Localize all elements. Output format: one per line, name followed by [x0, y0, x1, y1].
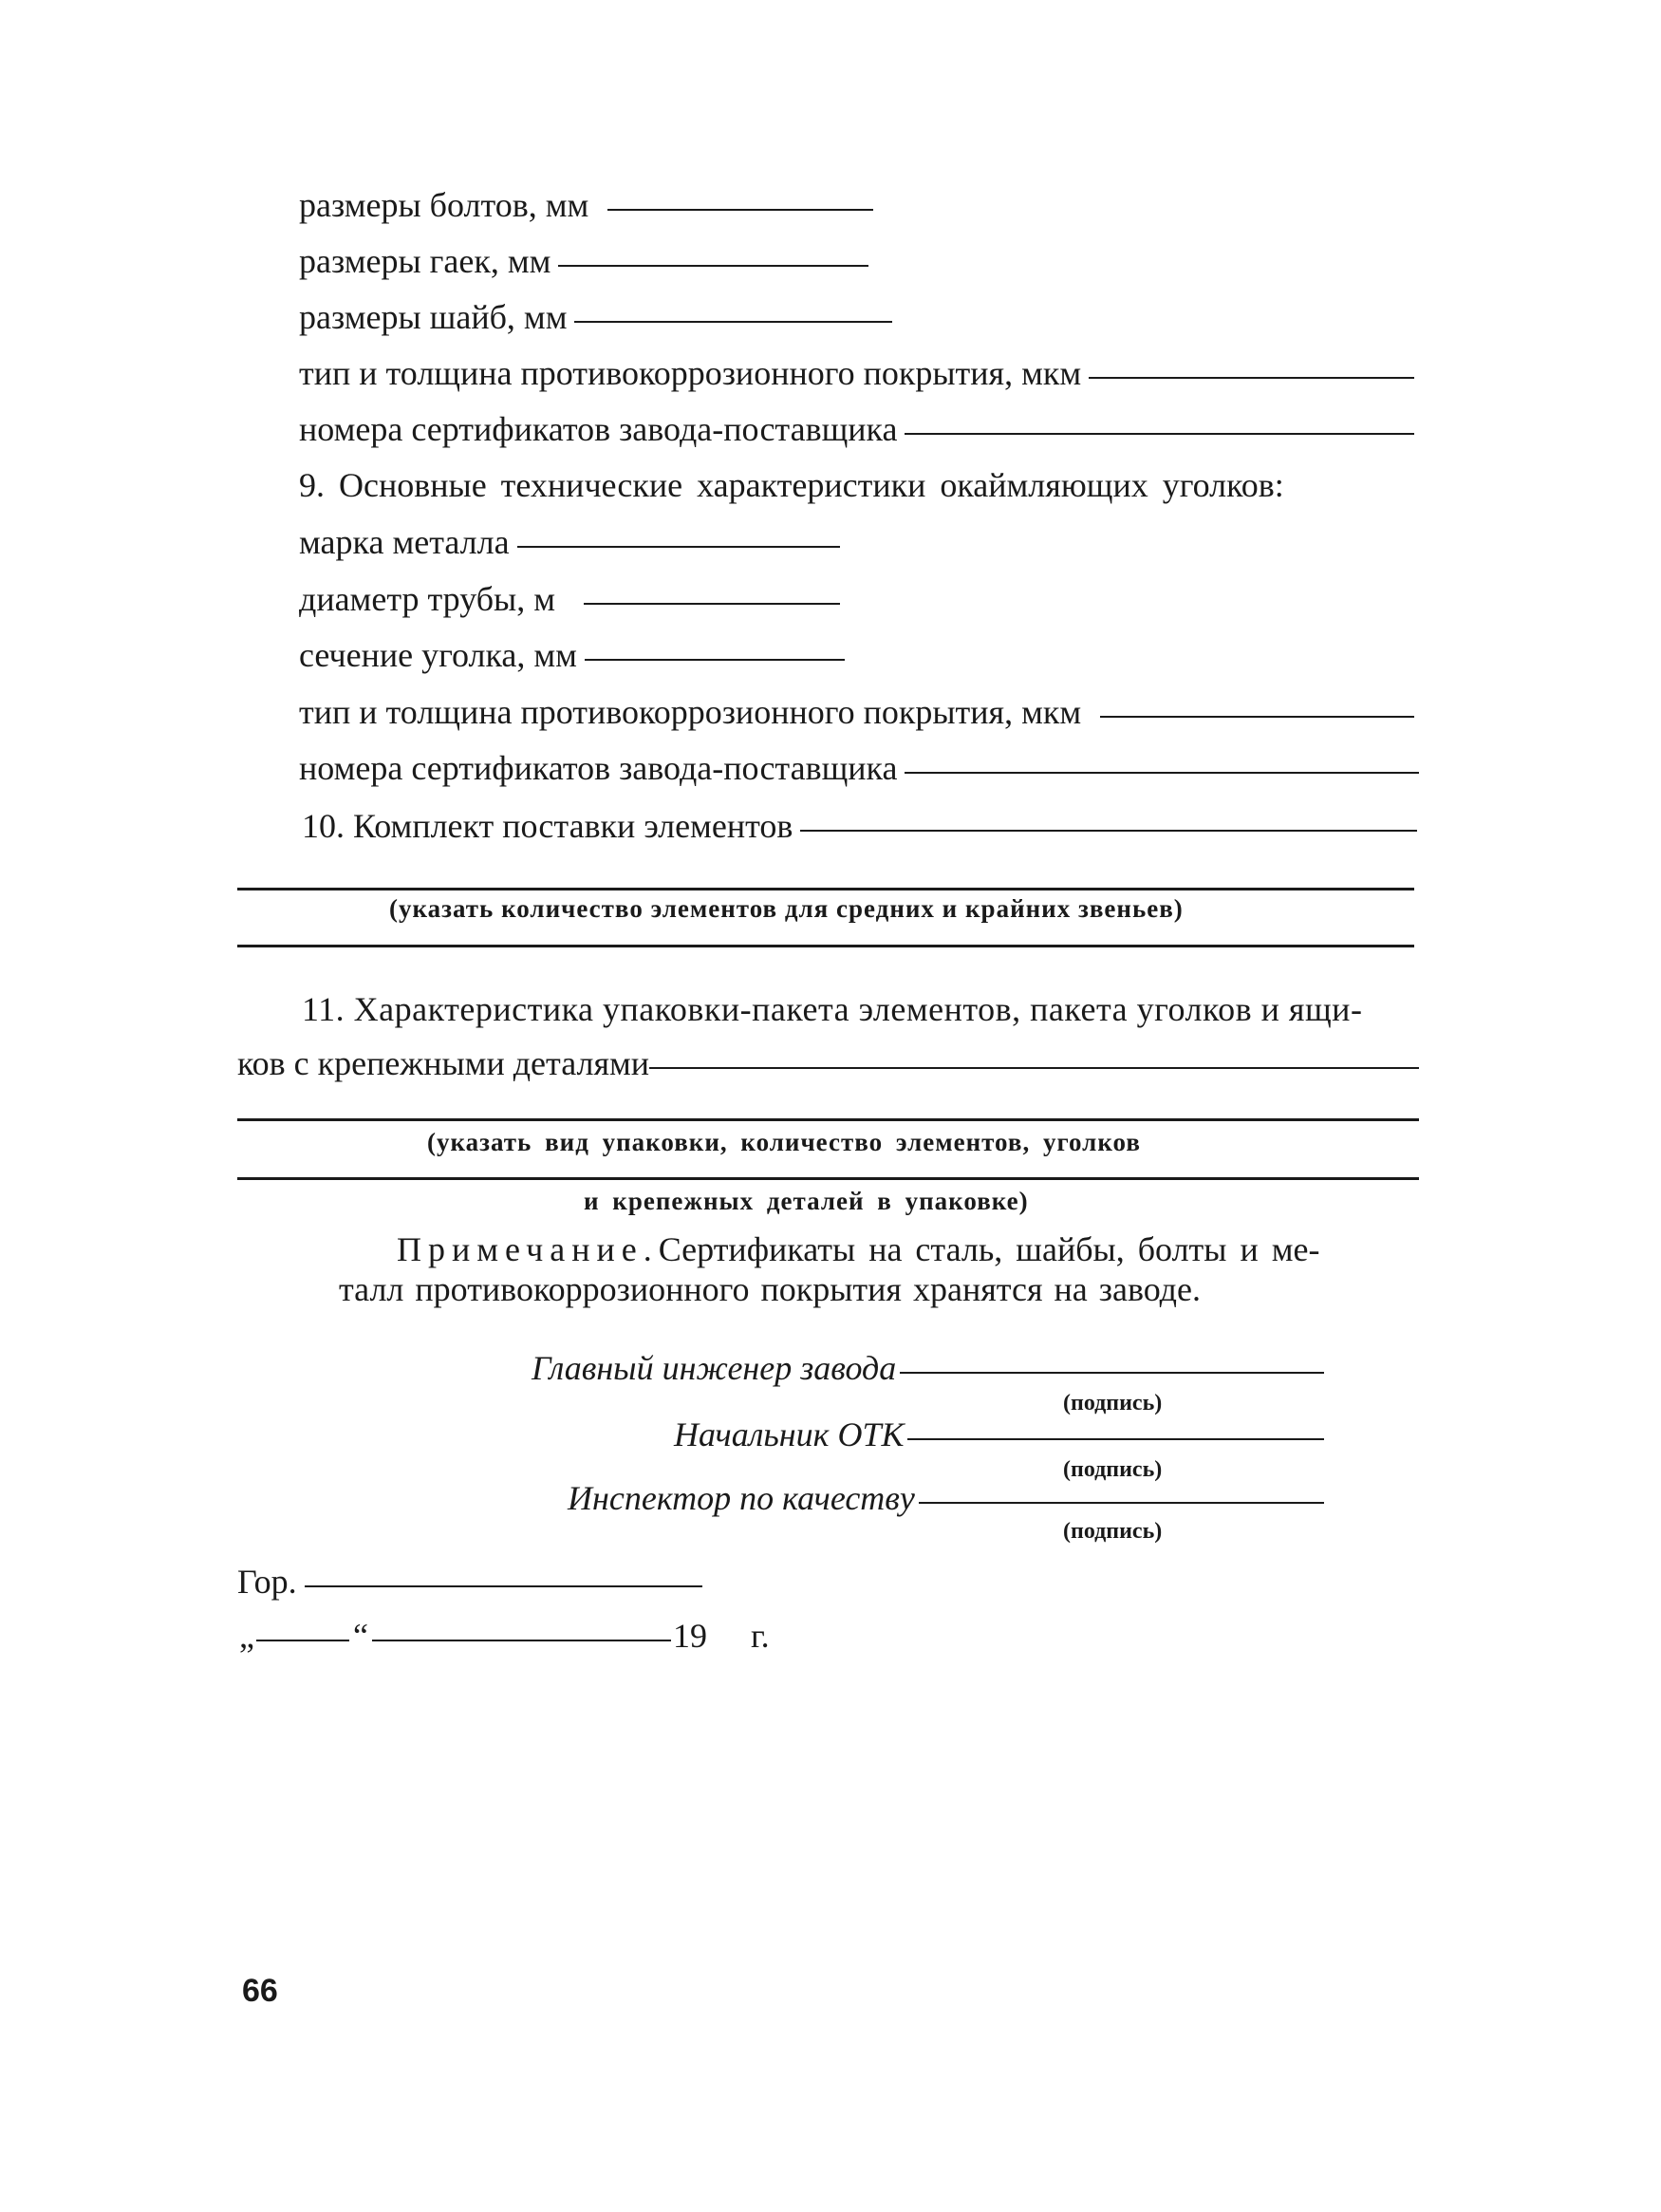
- city-blank[interactable]: [305, 1585, 702, 1587]
- coating-label-1: тип и толщина противокоррозионного покрытия, мкм: [299, 354, 1082, 392]
- quality-inspector-label: Инспектор по качеству: [568, 1479, 915, 1517]
- nuts-size-blank[interactable]: [558, 265, 868, 267]
- chief-engineer-blank[interactable]: [900, 1372, 1324, 1374]
- section-11-line-1: [302, 992, 1422, 1026]
- certificates-label-1: номера сертификатов завода-поставщика: [299, 410, 898, 448]
- certificates-blank-1[interactable]: [905, 433, 1414, 435]
- city-label: Гор.: [237, 1563, 297, 1601]
- coating-label-2: тип и толщина противокоррозионного покрытия, мкм: [299, 693, 1082, 731]
- qc-head-label: Начальник ОТК: [674, 1415, 905, 1453]
- nuts-size-field: [299, 244, 868, 278]
- certificates-label-2: номера сертификатов завода-поставщика: [299, 749, 898, 787]
- bolts-size-label: размеры болтов, мм: [299, 186, 589, 224]
- section-11-rule-1[interactable]: [237, 1118, 1419, 1121]
- page-number: 66: [242, 1973, 278, 2009]
- angle-section-field: [299, 638, 845, 672]
- washers-size-label: размеры шайб, мм: [299, 298, 568, 336]
- pipe-diameter-blank[interactable]: [584, 603, 840, 605]
- note-line-2: [339, 1272, 1201, 1306]
- qc-head-blank[interactable]: [907, 1438, 1324, 1440]
- quality-inspector-hint: (подпись): [1063, 1519, 1163, 1544]
- date-month-blank[interactable]: [372, 1640, 671, 1641]
- pipe-diameter-field: [299, 582, 840, 616]
- qc-head-signature: [674, 1415, 1324, 1454]
- section-10-field: [302, 809, 1417, 843]
- note-text-2: талл противокоррозионного покрытия хранятся на заводе.: [339, 1270, 1201, 1308]
- nuts-size-label: размеры гаек, мм: [299, 242, 551, 280]
- chief-engineer-signature: [532, 1348, 1324, 1388]
- metal-grade-blank[interactable]: [517, 546, 840, 548]
- certificates-field-2: [299, 751, 1419, 785]
- coating-field-2: [299, 695, 1414, 729]
- date-close-quote: “: [352, 1617, 368, 1655]
- metal-grade-label: марка металла: [299, 523, 510, 561]
- chief-engineer-label: Главный инженер завода: [532, 1349, 897, 1387]
- certificates-field-1: [299, 412, 1414, 446]
- section-11-text-2: ков с крепежными деталями: [237, 1044, 650, 1082]
- section-10-rule-2[interactable]: [237, 945, 1414, 947]
- section-10-blank[interactable]: [800, 830, 1417, 832]
- section-10-hint: (указать количество элементов для средних и крайних звеньев): [389, 894, 1184, 923]
- angle-section-blank[interactable]: [585, 659, 845, 661]
- bolts-size-field: [299, 188, 873, 222]
- quality-inspector-signature: [568, 1478, 1324, 1518]
- section-10-label: 10. Комплект поставки элементов: [302, 807, 793, 845]
- coating-blank-1[interactable]: [1089, 377, 1414, 379]
- washers-size-blank[interactable]: [574, 321, 892, 323]
- section-9-title: 9. Основные технические характеристики окаймляющих уголков:: [299, 466, 1284, 504]
- date-day-blank[interactable]: [256, 1640, 349, 1641]
- section-11-text-1: 11. Характеристика упаковки-пакета элементов, пакета уголков и ящи-: [302, 990, 1363, 1028]
- section-11-blank[interactable]: [649, 1067, 1419, 1069]
- note-label: Примечание.: [397, 1230, 659, 1268]
- section-11-hint-1: (указать вид упаковки, количество элементов, уголков: [427, 1128, 1141, 1156]
- quality-inspector-blank[interactable]: [919, 1502, 1324, 1504]
- coating-field-1: [299, 356, 1414, 390]
- section-10-rule-1[interactable]: [237, 888, 1414, 890]
- washers-size-field: [299, 300, 892, 334]
- pipe-diameter-label: диаметр трубы, м: [299, 580, 555, 618]
- chief-engineer-hint: (подпись): [1063, 1391, 1163, 1415]
- note-text-1: Сертификаты на сталь, шайбы, болты и ме-: [658, 1230, 1320, 1268]
- metal-grade-field: [299, 525, 840, 559]
- section-9-heading: [299, 468, 1419, 502]
- angle-section-label: сечение уголка, мм: [299, 636, 577, 674]
- coating-blank-2[interactable]: [1100, 716, 1414, 718]
- section-11-rule-2[interactable]: [237, 1177, 1419, 1180]
- date-open-quote: „: [239, 1617, 254, 1655]
- date-field: [239, 1619, 770, 1653]
- city-field: [237, 1565, 702, 1599]
- qc-head-hint: (подпись): [1063, 1457, 1163, 1482]
- section-11-hint-2: и крепежных деталей в упаковке): [584, 1187, 1029, 1215]
- bolts-size-blank[interactable]: [607, 209, 873, 211]
- date-year-prefix: 19: [672, 1617, 707, 1655]
- date-year-suffix: г.: [750, 1617, 770, 1655]
- note-line-1: [397, 1232, 1319, 1266]
- section-11-line-2: [237, 1046, 1419, 1080]
- certificates-blank-2[interactable]: [905, 772, 1419, 774]
